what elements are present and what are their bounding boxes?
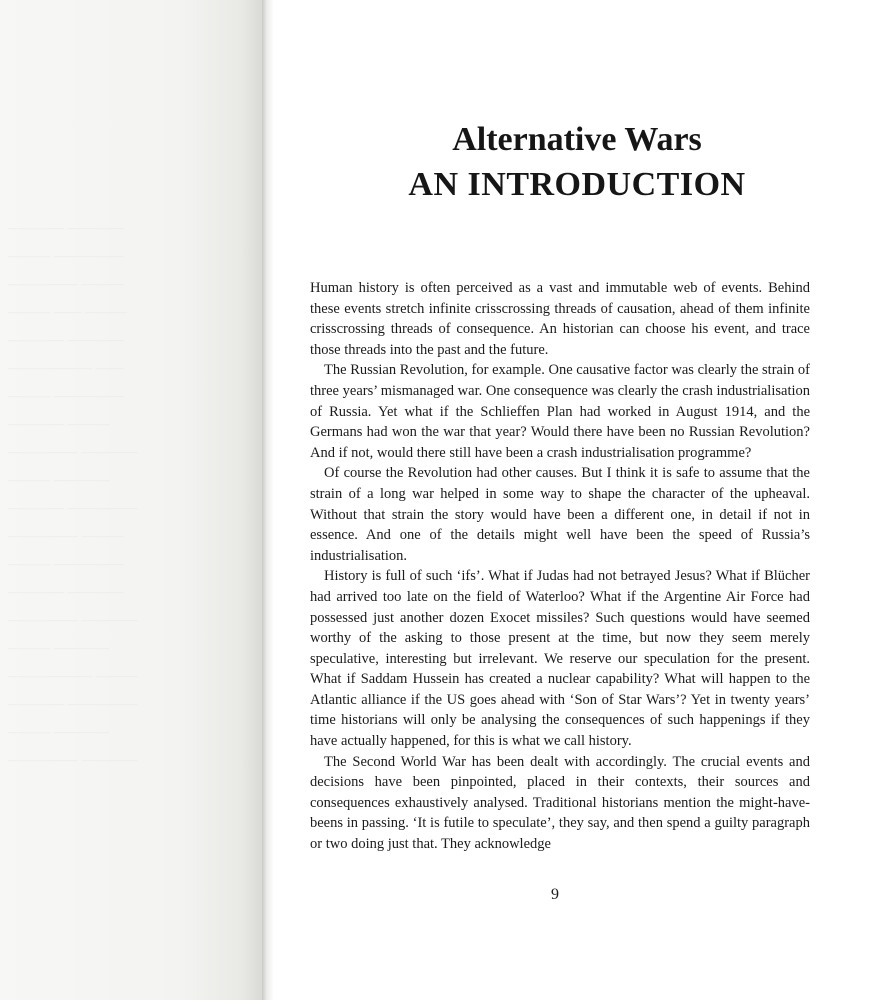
show-through-text: ———— ———— ——— ————— ————— ——— ——— —— ——— ———— ———— —————— —— ——— ————— ———— ——— ————— ———— ——— ———— ———— ————— ————— ——— ——— ————— ———— ———— ————— ———— ——— ———— —————— ——— ———— ————— ——— ———— ————— ———— [8,221,138,768]
book-gutter [262,0,274,1000]
right-page [274,0,880,1000]
paragraph: The Russian Revolution, for example. One causative factor was clearly the strain of three years’ mismanaged war. One consequence was clearly the crash industrialisation of Russia. Yet what if the Schlieffen Plan had worked in August 1914, and the Germans had won the war that year? Would there have been no Russian Revolution? And if not, would there still have been a crash industrialisation programme? [310,362,810,461]
paragraph: Human history is often perceived as a vast and immutable web of events. Behind these events stretch infinite crisscrossing threads of causation, ahead of them infinite crisscrossing threads of consequence. An historian can choose his event, and trace those threads into the past and the future. [310,280,810,358]
body-text [310,278,810,855]
page-number: 9 [551,886,559,903]
left-page-bleed-through [0,0,262,1000]
paragraph: The Second World War has been dealt with accordingly. The crucial events and decisions have been pinpointed, placed in their contexts, their sources and consequences exhaustively analysed. Traditional historians mention the might-have-beens in passing. ‘It is futile to speculate’, they say, and then spend a guilty paragraph or two doing just that. They acknowledge [310,753,810,853]
paragraph: Of course the Revolution had other causes. But I think it is safe to assume that the strain of a long war helped in some way to shape the character of the upheaval. Without that strain the story would have been a different one, in detail if not in essence. And one of the details might well have been the speed of Russia’s industrialisation. [310,465,810,564]
chapter-title-line-2: AN INTRODUCTION [408,166,746,203]
chapter-title-line-1: Alternative Wars [452,121,702,158]
paragraph: History is full of such ‘ifs’. What if Judas had not betrayed Jesus? What if Blücher had arrived too late on the field of Waterloo? What if the Argentine Air Force had possessed just another dozen Exocet missiles? Such questions would have seemed worthy of the asking to those present at the time, but now they seem merely speculative, interesting but irrelevant. We reserve our speculation for the present. What if Saddam Hussein has created a nuclear capability? What will happen to the Atlantic alliance if the US goes ahead with ‘Son of Star Wars’? Yet in twenty years’ time historians will only be analysing the consequences of such happenings if they have actually happened, for this is what we call history. [310,568,810,750]
chapter-title [274,118,880,208]
